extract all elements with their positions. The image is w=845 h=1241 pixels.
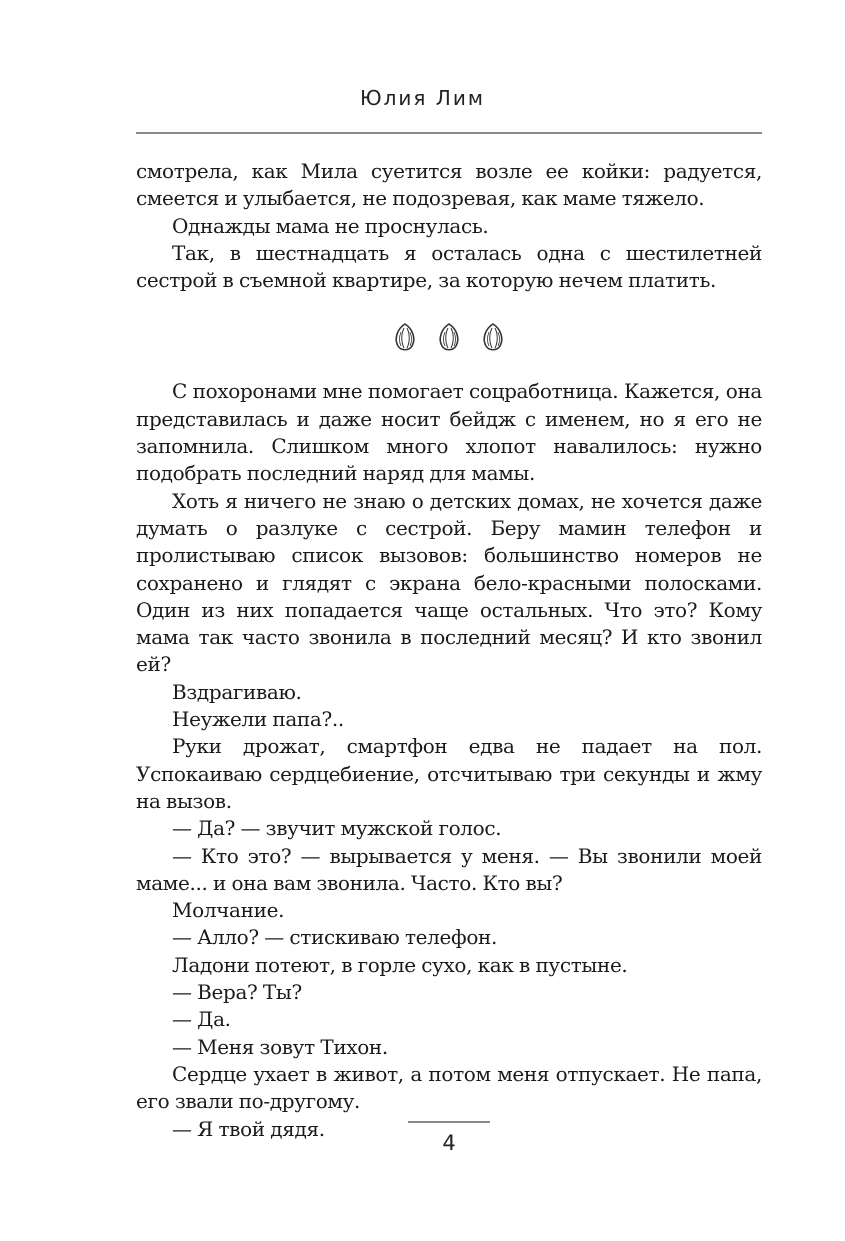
dialogue-line: — Да. (172, 1007, 231, 1032)
paragraph: Молчание. (172, 898, 285, 923)
paragraph: Так, в шестнадцать я осталась одна с шестилетней сестрой в съемной квартире, за которую нечем платить. (136, 240, 762, 293)
footer-divider (408, 1121, 490, 1123)
page-body (136, 158, 762, 1143)
dialogue-line: — Да? — звучит мужской голос. (172, 816, 502, 841)
almond-icon (392, 322, 418, 352)
dialogue-line: — Я твой дядя. (172, 1116, 325, 1141)
paragraph: Однажды мама не проснулась. (172, 213, 489, 238)
paragraph: Вздрагиваю. (172, 679, 302, 704)
dialogue-line: — Кто это? — вырывается у меня. — Вы звонили моей маме... и она вам звонила. Часто. Кто вы? (136, 843, 762, 895)
header-divider (136, 132, 762, 134)
dialogue-line: — Меня зовут Тихон. (172, 1034, 388, 1059)
paragraph: смотрела, как Мила суетится возле ее койки: радуется, смеется и улыбается, не подозревая, как маме тяжело. (136, 159, 762, 211)
paragraph: Сердце ухает в живот, а потом меня отпускает. Не папа, его звали по-другому. (136, 1061, 762, 1114)
section-break-ornament (136, 294, 762, 378)
almond-icon (436, 322, 462, 352)
page-number: 4 (442, 1131, 456, 1155)
dialogue-line: — Алло? — стискиваю телефон. (172, 925, 497, 950)
paragraph: Хоть я ничего не знаю о детских домах, не хочется даже думать о разлуке с сестрой. Беру мамин телефон и пролистываю список вызовов: большинство номеров не сохранено и глядят с экрана бело-красными полосками. Один из них попадается чаще остальных. Что это? Кому мама так часто звонила в последний месяц? И кто звонил ей? (136, 488, 762, 677)
paragraph: Руки дрожат, смартфон едва не падает на пол. Успокаиваю сердцебиение, отсчитываю три секунды и жму на вызов. (136, 734, 762, 813)
dialogue-line: — Вера? Ты? (172, 980, 302, 1005)
almond-icon (480, 322, 506, 352)
paragraph: Ладони потеют, в горле сухо, как в пустыне. (172, 952, 628, 977)
paragraph: С похоронами мне помогает соцработница. Кажется, она представилась и даже носит бейдж с именем, но я его не запомнила. Слишком много хлопот навалилось: нужно подобрать последний наряд для мамы. (136, 379, 762, 486)
running-header-author: Юлия Лим (360, 86, 485, 110)
paragraph: Неужели папа?.. (172, 707, 344, 732)
